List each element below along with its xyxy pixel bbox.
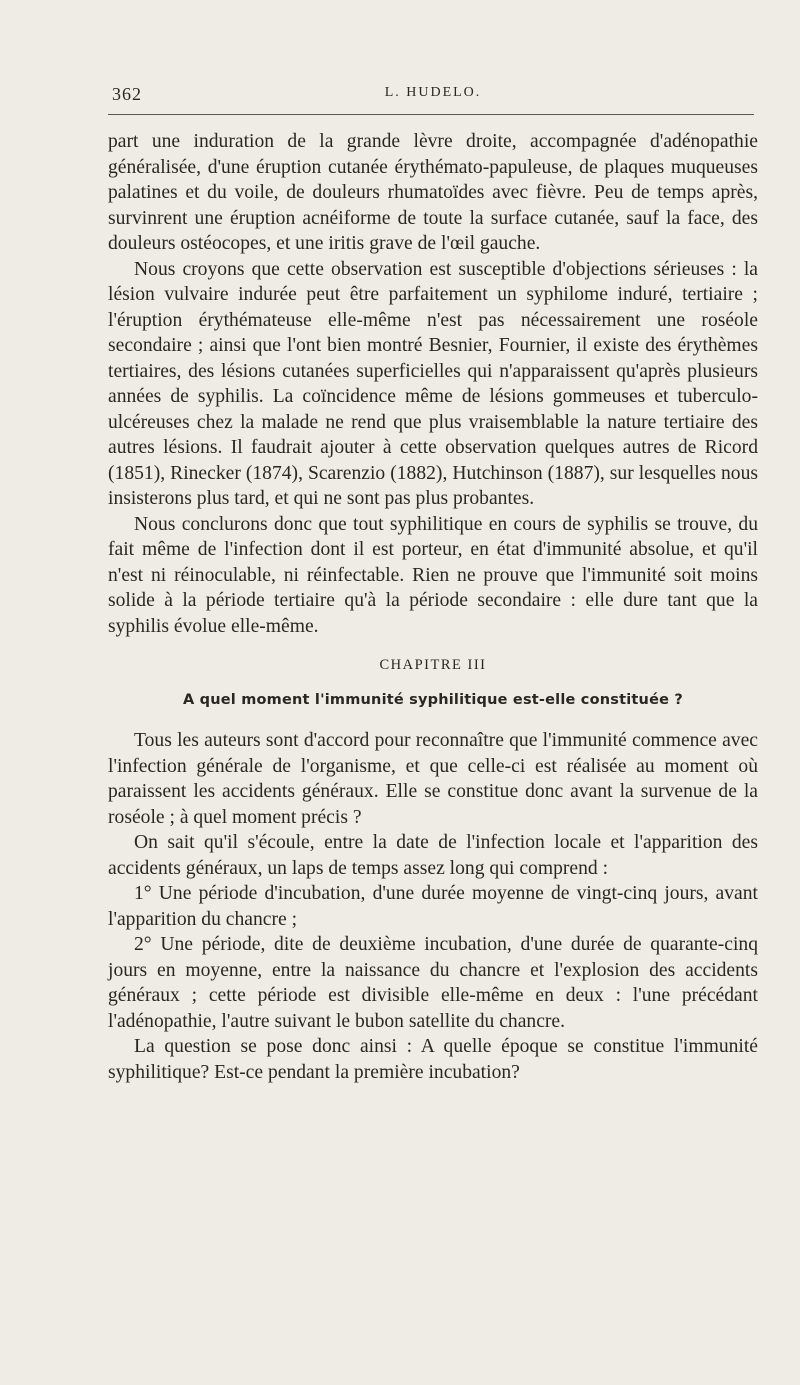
body-text-top xyxy=(108,129,758,639)
paragraph: La question se pose donc ainsi : A quelle époque se constitue l'immunité syphilitique? Est-ce pendant la première incubation? xyxy=(108,1036,758,1083)
page-header xyxy=(108,84,758,110)
paragraph: Nous conclurons donc que tout syphilitique en cours de syphilis se trouve, du fait même de l'infection dont il est porteur, en état d'immunité absolue, et qu'il n'est ni réinoculable, ni réinfectable. Rien ne prouve que l'immunité soit moins solide à la période tertiaire qu'à la période secondaire : elle dure tant que la syphilis évolue elle-même. xyxy=(108,513,758,637)
header-rule xyxy=(108,114,754,115)
book-page xyxy=(108,84,758,1085)
paragraph: 1° Une période d'incubation, d'une durée moyenne de vingt-cinq jours, avant l'apparition du chancre ; xyxy=(108,883,758,930)
paragraph: On sait qu'il s'écoule, entre la date de l'infection locale et l'apparition des accidents généraux, un laps de temps assez long qui comprend : xyxy=(108,832,758,879)
chapter-subtitle: A quel moment l'immunité syphilitique est-elle constituée ? xyxy=(182,692,683,708)
paragraph: 2° Une période, dite de deuxième incubation, d'une durée de quarante-cinq jours en moyenne, entre la naissance du chancre et l'explosion des accidents généraux ; cette période est divisible elle-même en deux : l'une précédant l'adénopathie, l'autre suivant le bubon satellite du chancre. xyxy=(108,934,758,1032)
paragraph: Tous les auteurs sont d'accord pour reconnaître que l'immunité commence avec l'infection générale de l'organisme, et que celle-ci est réalisée au moment où paraissent les accidents généraux. Elle se constitue donc avant la survenue de la roséole ; à quel moment précis ? xyxy=(108,730,758,828)
chapter-title: CHAPITRE III xyxy=(379,657,487,673)
body-text-bottom xyxy=(108,728,758,1085)
paragraph: Nous croyons que cette observation est susceptible d'objections sérieuses : la lésion vulvaire indurée peut être parfaitement un syphilome induré, tertiaire ; l'éruption érythémateuse elle-même n'est pas nécessairement une roséole secondaire ; ainsi que l'ont bien montré Besnier, Fournier, il existe des érythèmes tertiaires, des lésions cutanées superficielles qui n'apparaissent qu'après plusieurs années de syphilis. La coïncidence même de lésions gommeuses et tuberculo-ulcéreuses chez la malade ne rend que plus vraisemblable la nature tertiaire des autres lésions. Il faudrait ajouter à cette observation quelques autres de Ricord (1851), Rinecker (1874), Scarenzio (1882), Hutchinson (1887), sur lesquelles nous insisterons plus tard, et qui ne sont pas plus probantes. xyxy=(108,258,758,509)
running-head: L. HUDELO. xyxy=(384,85,482,100)
page-number: 362 xyxy=(112,84,142,104)
paragraph: part une induration de la grande lèvre droite, accompagnée d'adénopathie généralisée, d'une éruption cutanée érythémato-papuleuse, de plaques muqueuses palatines et du voile, de douleurs rhumatoïdes avec fièvre. Peu de temps après, survinrent une éruption acnéiforme de toute la surface cutanée, sauf la face, des douleurs ostéocopes, et une iritis grave de l'œil gauche. xyxy=(108,131,758,254)
